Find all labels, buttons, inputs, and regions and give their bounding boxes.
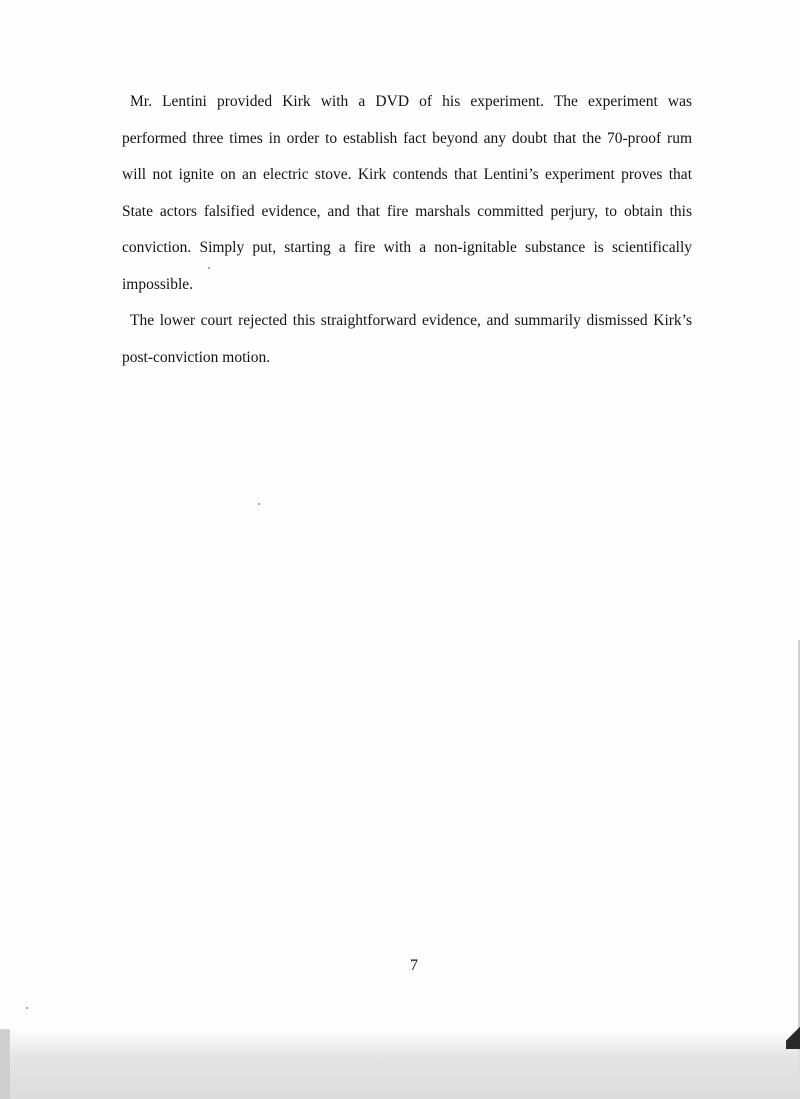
paragraph-line: State actors falsified evidence, and that fire marshals committed perjury, to obtain this — [122, 202, 692, 220]
scan-speck — [208, 267, 210, 269]
paragraph-line: post-conviction motion. — [122, 348, 271, 366]
page-number: 7 — [410, 957, 418, 974]
scan-corner — [786, 1019, 800, 1049]
paragraph-line: The lower court rejected this straightforward evidence, and summarily dismissed Kirk’s — [130, 312, 692, 329]
paragraph-1 — [122, 84, 692, 303]
paragraph-line: conviction. Simply put, starting a fire with a non-ignitable substance is scientifically — [122, 239, 692, 256]
paragraph-line: will not ignite on an electric stove. Kirk contends that Lentini’s experiment proves that — [122, 166, 692, 183]
paragraph-line: performed three times in order to establish fact beyond any doubt that the 70-proof rum — [122, 129, 692, 147]
scan-edge-left — [0, 1029, 10, 1099]
paragraph-line: impossible. — [122, 275, 194, 293]
scan-speck — [26, 1007, 28, 1009]
body-text — [122, 84, 692, 376]
paragraph-2 — [122, 303, 692, 376]
scan-edge-bottom — [0, 1029, 800, 1099]
scan-speck — [258, 503, 260, 505]
paragraph-line: Mr. Lentini provided Kirk with a DVD of his experiment. The experiment was — [130, 93, 692, 110]
